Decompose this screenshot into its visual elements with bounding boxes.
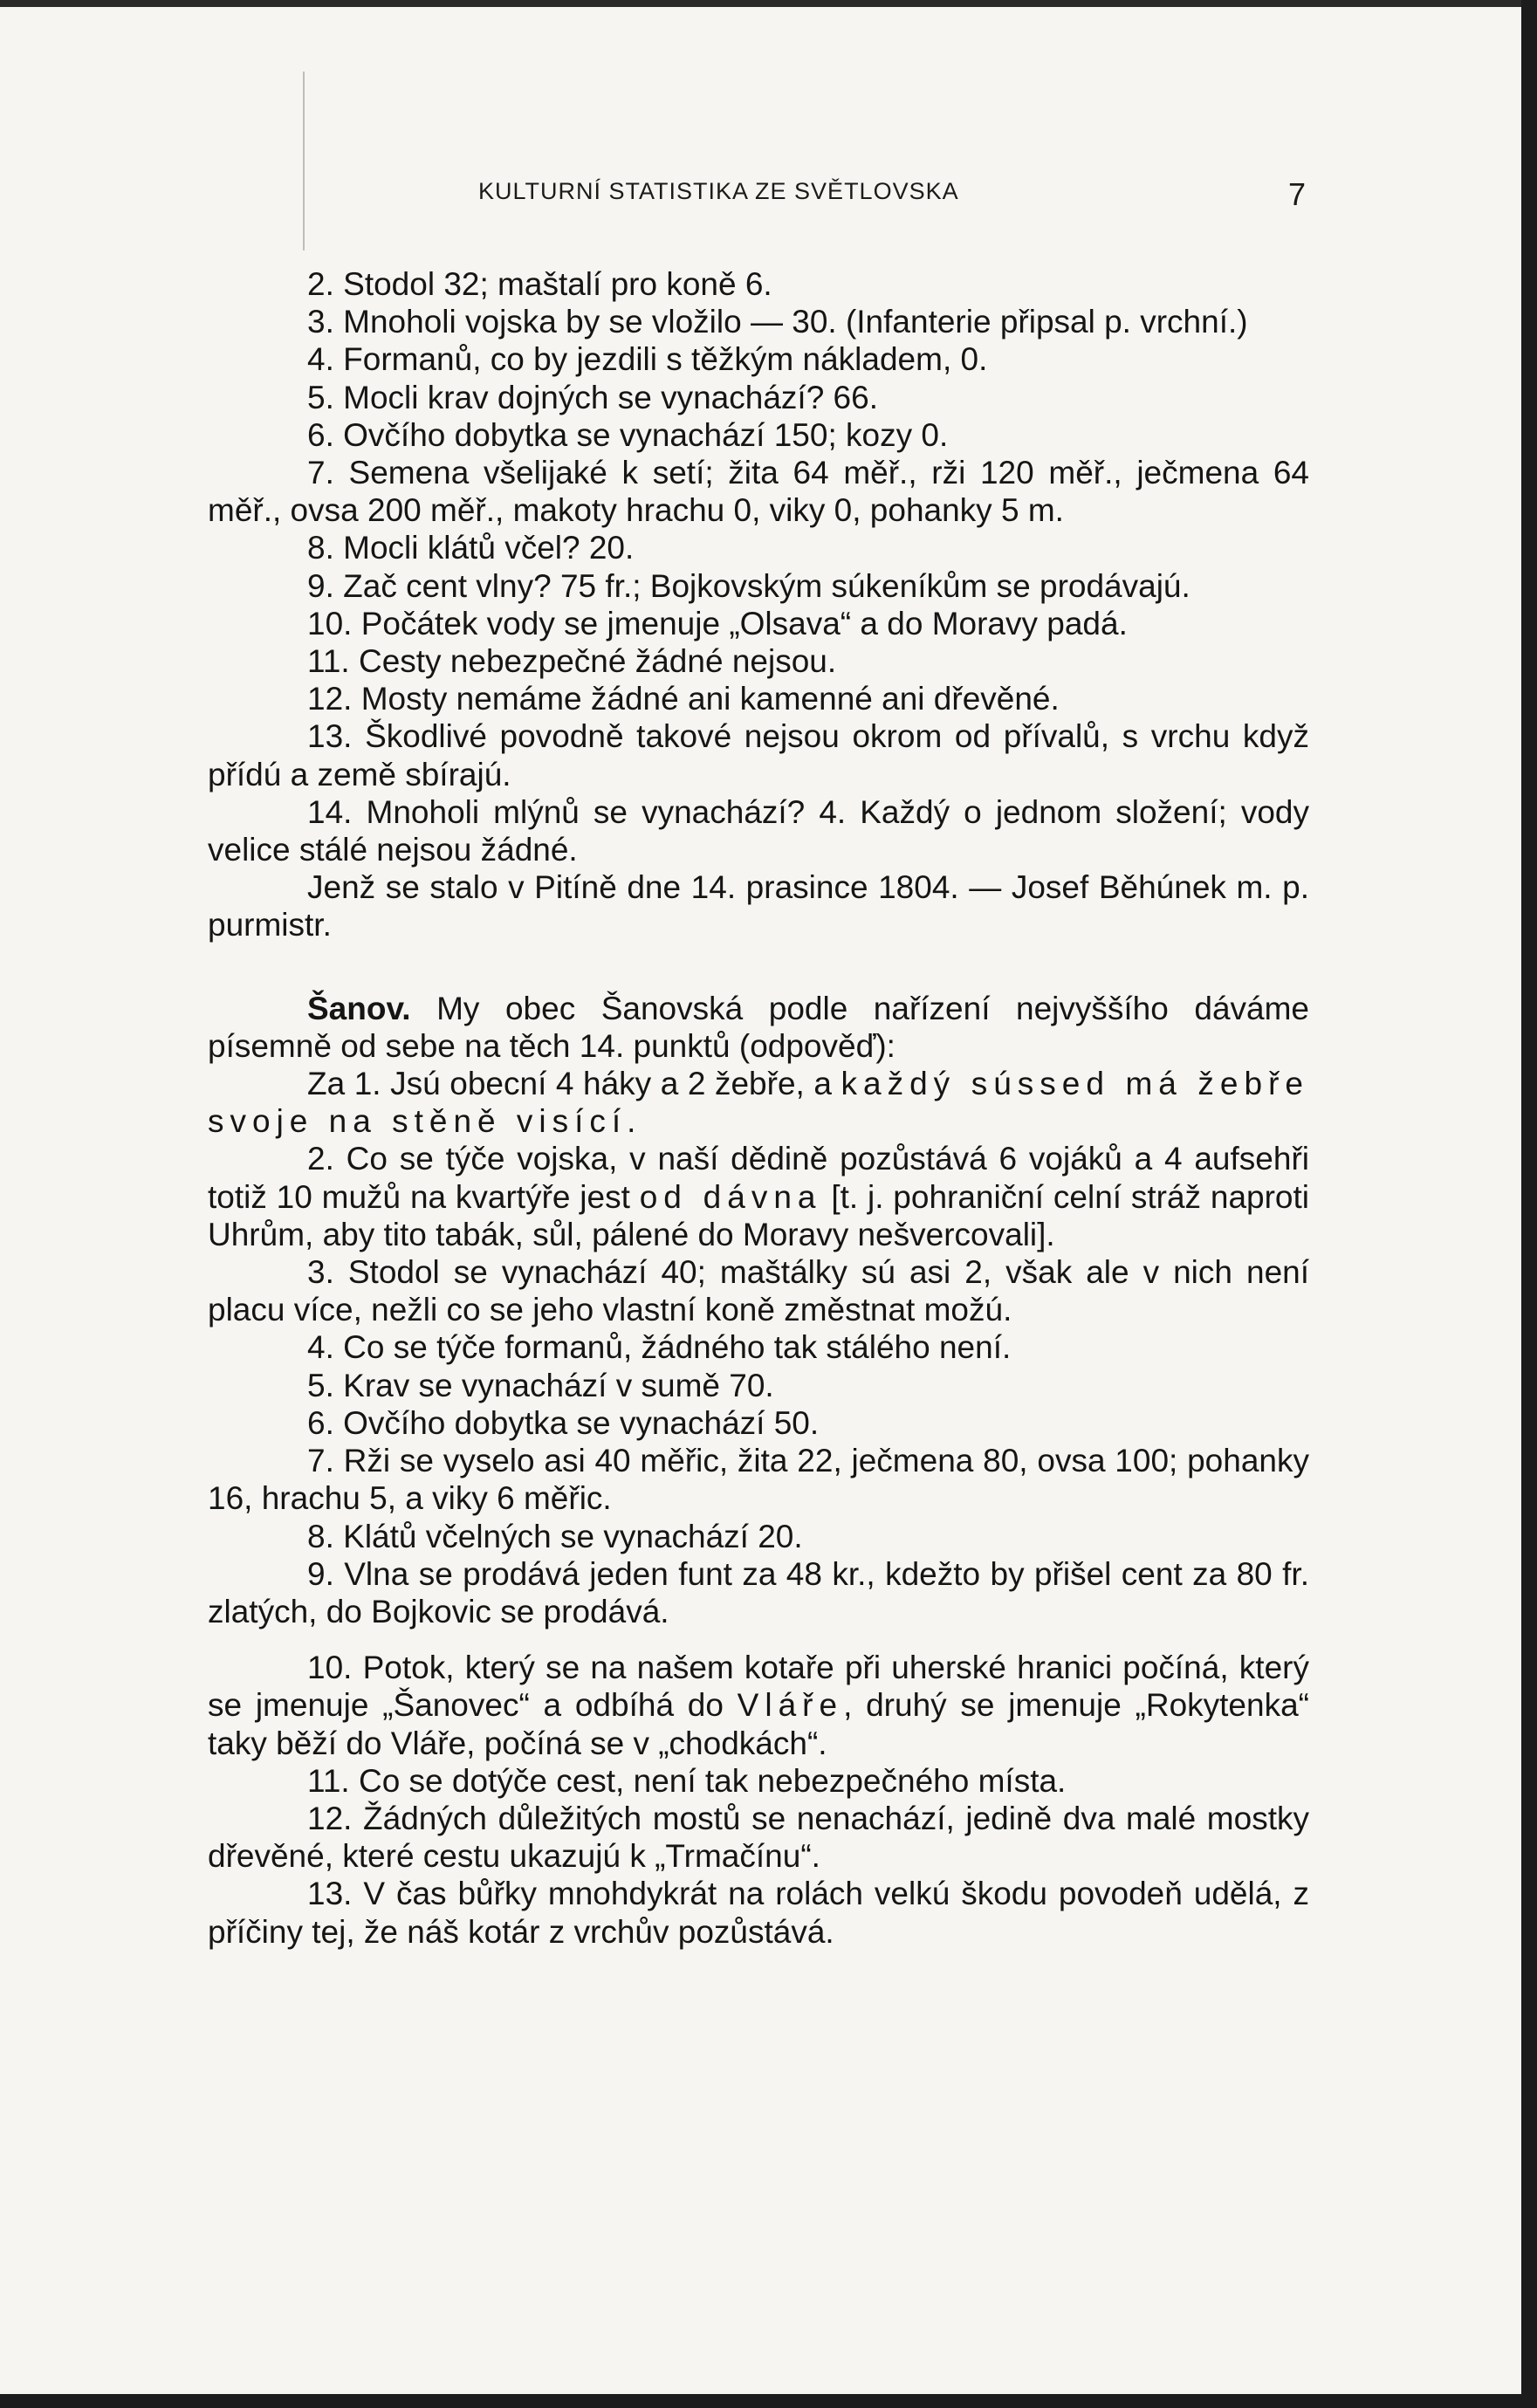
sanov-intro-text: My obec Šanovská podle nařízení nejvyššího dáváme písemně od sebe na těch 14. punktů (odpověď):	[208, 990, 1309, 1064]
sanov-item-5: 5. Krav se vynachází v sumě 70.	[307, 1367, 774, 1403]
sanov-item-7: 7. Rži se vyselo asi 40 měřic, žita 22, ječmena 80, ovsa 100; pohanky 16, hrachu 5, a viky 6 měřic.	[208, 1443, 1309, 1517]
sanov-item-8: 8. Klátů včelných se vynachází 20.	[307, 1518, 803, 1554]
sanov-item-10-c: , druhý se jmenuje „Rokytenka“ taky běží do Vláře, počíná se v „chodkách“.	[208, 1687, 1309, 1761]
scan-edge-top	[0, 0, 1537, 7]
sanov-item-1-spaced: každý sússed má žebře svoje na stěně visící.	[208, 1066, 1309, 1140]
sanov-item-6: 6. Ovčího dobytka se vynachází 50.	[307, 1404, 820, 1441]
sanov-item-3: 3. Stodol se vynachází 40; maštálky sú asi 2, však ale v nich není placu více, nežli co se jeho vlastní koně změstnat možú.	[208, 1254, 1309, 1328]
pitin-item-14: 14. Mnoholi mlýnů se vynachází? 4. Každý o jednom složení; vody velice stálé nejsou žádné.	[208, 793, 1309, 868]
pitin-item-8: 8. Mocli klátů včel? 20.	[307, 530, 635, 566]
pitin-item-9: 9. Zač cent vlny? 75 fr.; Bojkovským súkeníkům se prodávajú.	[307, 567, 1190, 604]
sanov-item-2-spaced: od dávna	[639, 1178, 822, 1215]
sanov-intro	[208, 990, 1309, 1065]
body-text	[208, 265, 1309, 1951]
page-number: 7	[1288, 176, 1307, 212]
running-title: KULTURNÍ STATISTIKA ZE SVĚTLOVSKA	[478, 178, 959, 204]
pitin-item-4: 4. Formanů, co by jezdili s těžkým nákladem, 0.	[307, 341, 988, 378]
pitin-item-7: 7. Semena všelijaké k setí; žita 64 měř., rži 120 měř., ječmena 64 měř., ovsa 200 měř., makoty hrachu 0, viky 0, pohanky 5 m.	[208, 455, 1309, 529]
margin-rule	[303, 72, 305, 250]
pitin-item-11: 11. Cesty nebezpečné žádné nejsou.	[307, 643, 837, 680]
pitin-item-12: 12. Mosty nemáme žádné ani kamenné ani dřevěné.	[307, 681, 1060, 717]
sanov-heading: Šanov.	[307, 990, 411, 1026]
sanov-item-2-a: 2. Co se týče vojska, v naší dědině pozůstává 6 vojáků a 4 aufsehři totiž 10 mužů na kvartýře jest	[208, 1141, 1309, 1215]
sanov-item-1	[208, 1065, 1309, 1140]
pitin-signature: Jenž se stalo v Pitíně dne 14. prasince 1804. — Josef Běhúnek m. p. purmistr.	[208, 869, 1309, 943]
sanov-item-1-a: Za 1. Jsú obecní 4 háky a 2 žebře, a	[307, 1066, 841, 1102]
sanov-item-13: 13. V čas bůřky mnohdykrát na rolách velkú škodu povodeň udělá, z příčiny tej, že náš kotár z vrchův pozůstává.	[208, 1876, 1309, 1950]
pitin-item-6: 6. Ovčího dobytka se vynachází 150; kozy 0.	[307, 416, 949, 453]
scan-edge-bottom	[0, 2394, 1537, 2408]
sanov-item-10	[208, 1649, 1309, 1762]
sanov-item-2	[208, 1140, 1309, 1253]
pitin-item-2: 2. Stodol 32; maštalí pro koně 6.	[307, 266, 772, 302]
pitin-item-3: 3. Mnoholi vojska by se vložilo — 30. (Infanterie připsal p. vrchní.)	[307, 304, 1248, 340]
pitin-item-5: 5. Mocli krav dojných se vynachází? 66.	[307, 379, 878, 415]
sanov-item-10-spaced: Vláře	[737, 1687, 844, 1724]
sanov-item-4: 4. Co se týče formanů, žádného tak stálého není.	[307, 1329, 1012, 1366]
scan-edge-right	[1521, 0, 1537, 2408]
sanov-item-9: 9. Vlna se prodává jeden funt za 48 kr., kdežto by přišel cent za 80 fr. zlatých, do Bojkovic se prodává.	[208, 1555, 1309, 1629]
pitin-item-13: 13. Škodlivé povodně takové nejsou okrom od přívalů, s vrchu když přídú a země sbírajú.	[208, 718, 1309, 792]
sanov-item-2-c: [t. j. pohraniční celní stráž naproti Uhrům, aby tito tabák, sůl, pálené do Moravy nešvercovali].	[208, 1178, 1309, 1252]
sanov-item-10-a: 10. Potok, který se na našem kotaře při uherské hranici počíná, který se jmenuje „Šanovec“ a odbíhá do	[208, 1650, 1309, 1724]
sanov-item-11: 11. Co se dotýče cest, není tak nebezpečného místa.	[307, 1762, 1067, 1799]
sanov-item-12: 12. Žádných důležitých mostů se nenachází, jedině dva malé mostky dřevěné, které cestu ukazujú k „Trmačínu“.	[208, 1800, 1309, 1875]
pitin-item-10: 10. Počátek vody se jmenuje „Olsava“ a do Moravy padá.	[307, 605, 1128, 641]
